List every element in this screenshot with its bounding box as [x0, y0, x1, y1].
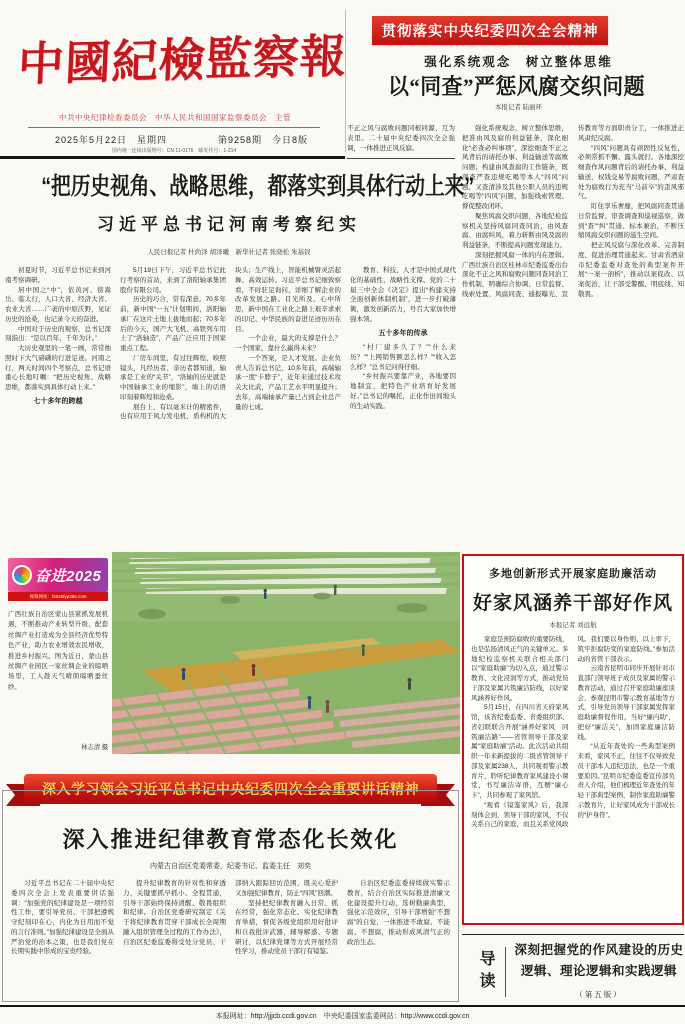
- masthead-divider: [28, 127, 320, 128]
- issue-text: 第9258期 今日8版: [218, 135, 309, 145]
- body-paragraph: 展台上，有以毫米计的精密件，也有应用于风力发电机、盾构机的大块头；生产线上，智能机械臂灵活起舞、高效运转。习近平总书记细致察看，不时驻足询问，详细了解企业的改革发展之路。目光所及、心中所思，新中国在工业化之路上艰辛求索的印记、中华民族的奋进足迹历历在目。: [120, 267, 341, 421]
- main-subhead: 习近平总书记河南考察纪实: [97, 215, 361, 234]
- main-body-columns: [5, 266, 456, 548]
- body-paragraph: 把正风反腐与深化改革、完善制度、促进治理贯通起来。甘肃省酒泉市纪委监委对查处的典型案件开展“一案一剖析”，推动以案促改、以案促治，让干部受警醒、明底线、知敬畏。: [578, 242, 684, 298]
- body-paragraph: 深刻把握风腐一体的内在逻辑。广西壮族自治区桂林市纪委监委出台深化不正之风和腐败问题同查同治工作机制，明确综合协调、日常监督、线索处置、风腐同查、通报曝光、宣传教育等方面职责分工，一体推进正风肃纪反腐。: [462, 125, 684, 298]
- guide-top-rule: [462, 934, 684, 935]
- silk-drying-field-photo: [112, 552, 460, 754]
- top-right-headline: 以“同查”严惩风腐交织问题: [387, 74, 645, 99]
- guide-box: [462, 942, 684, 1002]
- supervisor-line: 中共中央纪律检查委员会 中华人民共和国国家监察委员会 主管: [59, 113, 291, 122]
- pinwheel-icon: [12, 565, 32, 585]
- body-paragraph: 盯住享乐奢靡，把风腐同查贯通日常监督、审查调查和巡视巡察，做到“查”“纠”贯通、标本兼治，不断压缩风腐交织问题的滋生空间。: [578, 203, 684, 240]
- education-body-columns: [11, 879, 450, 999]
- family-article-headline: 好家风涵养干部好作风: [472, 593, 673, 614]
- family-article-kicker: 多地创新形式开展家庭助廉活动: [489, 568, 657, 580]
- photo-caption: 广西壮族自治区蒙山县紧抓发展机遇，不断推动产业转型升级，配套丝绸产业打造成为全县经济优势特色产业，助力农业增效农民增收，推进乡村振兴。图为近日，蒙山县丝绸产业园区一家丝绸企业的晾晒场里，工人趁天气晴朗晾晒蚕丝纱。: [8, 611, 108, 691]
- publication-number: 国内统一连续出版物号：CN 11-0176 邮发代号：1-214: [111, 148, 237, 154]
- top-right-kicker: 强化系统观念 树立整体思维: [424, 55, 613, 69]
- body-paragraph: 云南省昆明市同步开展针对市直部门领导班子成员及家属的警示教育活动，通过召开家庭助廉座谈会、参观昆明市警示教育基地等方式，引导党员领导干部家属发挥家庭助廉督促作用，当好“廉内助”，把好“廉洁关”，加固家庭廉洁防线。: [577, 665, 675, 741]
- body-subhead: 五十多年的传承: [378, 329, 428, 337]
- fenjin-2025-badge: [8, 558, 108, 592]
- guide-page-ref: （第五版）: [575, 989, 623, 999]
- campaign-banner: 贯彻落实中央纪委四次全会精神: [372, 16, 608, 45]
- body-paragraph: 5月19日下午，习近平总书记此行考察的首站，来到了洛阳轴承集团股份有限公司。: [120, 267, 226, 294]
- education-byline: 内蒙古自治区党委常委，纪委书记、监委主任 刘奕: [150, 863, 311, 870]
- top-right-lede: 不正之风与腐败问题同根同源、互为表里。二十届中央纪委四次全会强调，一体推进正风反腐。: [347, 125, 455, 152]
- body-paragraph: 居中国之“中”，依黄河、傍嵩岳、临太行，人口大省、经济大省、农业大省……广袤的中原沃野，见证历史的沧桑，也记录今天的奋进。: [5, 286, 111, 323]
- body-paragraph: 教育、科技、人才是中国式现代化的基础性、战略性支撑。党的二十届三中全会《决定》提出“构建支持全面创新体制机制”，进一步打破藩篱，激发创新活力，号召大家加快增强本领。: [350, 267, 456, 323]
- body-paragraph: 强化系统观念，树立整体思维，把准由风及腐的利益链条，深化细化“必查必纠事项”，深挖细查不正之风背后的请托办事、利益输送等腐败问题；构建由风查腐的工作链条，既深查严查违规吃喝等本人“四风”问题，又查清涉及其他公职人员的违规吃喝等“四风”问题，加强线索管理、督促整改闭环。: [462, 125, 568, 210]
- date-text: 2025年5月22日 星期四: [55, 135, 168, 145]
- family-article-byline: 本报记者 刘远航: [549, 622, 597, 629]
- body-paragraph: 中国对于历史的观察，总书记深刻指出：“是以百年、千年为计。”: [5, 325, 111, 343]
- main-headline: “把历史视角、战略思维，都落实到具体行动上来”: [41, 173, 475, 200]
- guide-title: [514, 940, 684, 1004]
- photo-credit: 林志清 摄: [81, 744, 108, 751]
- badge-title: 奋进2025: [35, 567, 102, 585]
- education-headline: 深入推进纪律教育常态化长效化: [62, 827, 399, 852]
- footer-urls: 本报网址：http://jjjcb.ccdi.gov.cn 中央纪委国家监委网站：http://www.ccdi.gov.cn: [215, 1013, 470, 1020]
- body-paragraph: 习近平总书记在二十届中央纪委四次全会上发表重要讲话强调：“加强党的纪律建设是一项经常性工作，要引导党员、干部把遵规守纪刻印在心，内化为日用而不觉的言行准则。”加强纪律建设是全面从严治党的治本之策，也是我们党在长期实践中形成的宝贵经验。: [11, 880, 114, 956]
- body-paragraph: “村厂建多久了？”“什么来历？”“上网销售额怎么样？”“收入怎么样？”总书记问得仔细。: [350, 344, 456, 371]
- body-paragraph: 5月15日，在四川省天府家风馆，该省纪委监委、省委组织部、省妇联联合开展“涵养好家风 同筑廉洁路”——省管领导干部及家属“家庭助廉”活动。此次活动共组织一年来新提拔的二级省管领导干部及家属238人，共同观看警示教育片，聆听纪律教育家风建设小课堂，书写廉洁寄语，互赠“廉心卡”，共同参观了家风馆。: [471, 704, 569, 799]
- body-paragraph: 提升纪律教育的针对性和穿透力，关键要抓早抓小、全程贯通，引导干部始终保持清醒、敬畏组织和纪律。自治区党委研究制定《关于将纪律教育贯穿干部成长全周期融入组织管理全过程的工作办法》，自治区纪委监委将受处分党员、干部纳入跟踪回访范围，既关心爱护又加强纪律教育，防止“四风”回潮。: [123, 880, 338, 946]
- guide-divider: [505, 947, 506, 997]
- body-paragraph: 自治区纪委监委持续做实警示教育，结合自治区实际推进清廉文化建设提升行动，选树勤廉典型，强化示范效应，引导干部增强“不想腐”的自觉，一体推进不敢腐、不能腐、不想腐，推动形成风清气正的政治生态。: [347, 880, 450, 946]
- body-paragraph: 大历史观里的一笔一画，常常烛照时下大气磅礴的行进足迹。河南之行，两天时间四个考察点，总书记语重心长地叮嘱：“把历史视角、战略思维，都落实到具体行动上来。”: [5, 345, 111, 391]
- body-subhead: 七十多年的跨越: [33, 397, 83, 405]
- masthead-bottom-rule: [0, 156, 345, 159]
- body-paragraph: “乡村振兴要靠产业，各地要因地制宜，把特色产业培育好发展好。”总书记的嘱托，正化作田间地头的生动实践。: [350, 373, 456, 410]
- body-paragraph: “四风”问题具有顽固性反复性，必须常抓不懈、露头就打。各地深挖细查作风问题背后的请托办事、利益输送、权钱交易等腐败问题，严肃查处为腐败行为充当“马前卒”的歪风邪气。: [578, 144, 684, 201]
- field-photo-art: [112, 552, 460, 754]
- badge-url-strip: 视频网址：f2025fyp365.com: [8, 592, 108, 601]
- masthead-right-divider: [345, 10, 346, 152]
- body-paragraph: 厂房车间里，有过往辉煌，映照镜头，凡经历者、亲历者都知道，轴承是工业的“关节”，“洛轴的历史就是中国轴承工业的缩影”，墙上的话语印刻着辉煌和沧桑。: [120, 354, 226, 401]
- main-byline: 人民日报记者 杜尚泽 胡泽曦 新华社记者 张晓松 朱基钗: [147, 249, 311, 256]
- body-paragraph: “从近年查处的一些典型案例来看，家风不正，往往不仅导致党员干部本人违纪违法，也是一个重要原因。”昆明市纪委监委宣传部负责人介绍，他们梳理近年查处的年轻干部典型案例，制作家庭助廉警示教育片，让好家风成为干部成长的“护身符”。: [577, 743, 675, 819]
- family-article-columns: [471, 635, 675, 929]
- body-paragraph: 历史的巧合，常有深意。70多年前，新中国“一五”计划期间，洛阳轴承厂在这片土地上拔地而起；70多年后的今天，国产大飞机、高铁列车用上了“洛轴造”，产品广泛应用于国家重点工程。: [120, 296, 226, 352]
- top-right-body-columns: [462, 124, 684, 548]
- body-paragraph: 初夏时节，习近平总书记来到河南考察调研。: [5, 267, 111, 284]
- family-article-box: [462, 554, 684, 925]
- lede-divider: [347, 158, 455, 159]
- body-paragraph: 一个企业，最大的支撑是什么？一个国家，靠什么赢得未来？: [235, 335, 341, 352]
- top-right-byline: 本报记者 陆丽环: [494, 104, 543, 111]
- masthead-title: 中國紀檢監察報: [16, 30, 348, 91]
- footer-rule: [0, 1005, 685, 1007]
- body-paragraph: “观看《镜鉴家风》后，我深刻体会到，领导干部的家风，不仅关系自己的家庭，而且关系党风政风。我们要以身作则、以上率下，筑牢拒腐防变的家庭防线。”参加活动的省管干部表示。: [471, 636, 675, 829]
- education-article-box: [2, 790, 459, 1002]
- guide-label: 导读: [477, 950, 494, 994]
- body-paragraph: 坚持把纪律教育融入日常、抓在经常，强化常态化、实化纪律教育举措，督促各级党组织用好批评和自我批评武器，辅导解惑、专题研讨，以纪律党课等方式开展经常性学习，推动党员干部行有镜鉴。: [235, 899, 338, 956]
- body-paragraph: 一个答案，是人才发展。企业负责人告诉总书记，10多年前，高端轴承一度“卡脖子”，近年来通过技术攻关大比武，产品工艺水平明显提升；去年，高端轴承产量已占到企业总产量的七成。: [235, 354, 341, 411]
- guide-title-text: 深刻把握党的作风建设的历史逻辑、理论逻辑和实践逻辑: [514, 943, 684, 979]
- ribbon-banner-text: 深入学习领会习近平总书记中央纪委四次全会重要讲话精神: [24, 774, 437, 804]
- body-paragraph: 聚焦风腐交织问题，各地纪检监察机关坚持风腐同查同治，由风查腐、由腐纠风，着力斩断由风及腐的利益链条，不断提高问题发现能力。: [462, 212, 568, 249]
- body-paragraph: 家庭是预防腐败的重要防线，也是弘扬清风正气的关键单元。多地纪检监察机关联合相关部门以“家庭助廉”为切入点，通过警示教育、文化浸润等方式，推动党员干部及家属共筑廉洁防线，以好家风涵养好作风。: [471, 636, 569, 702]
